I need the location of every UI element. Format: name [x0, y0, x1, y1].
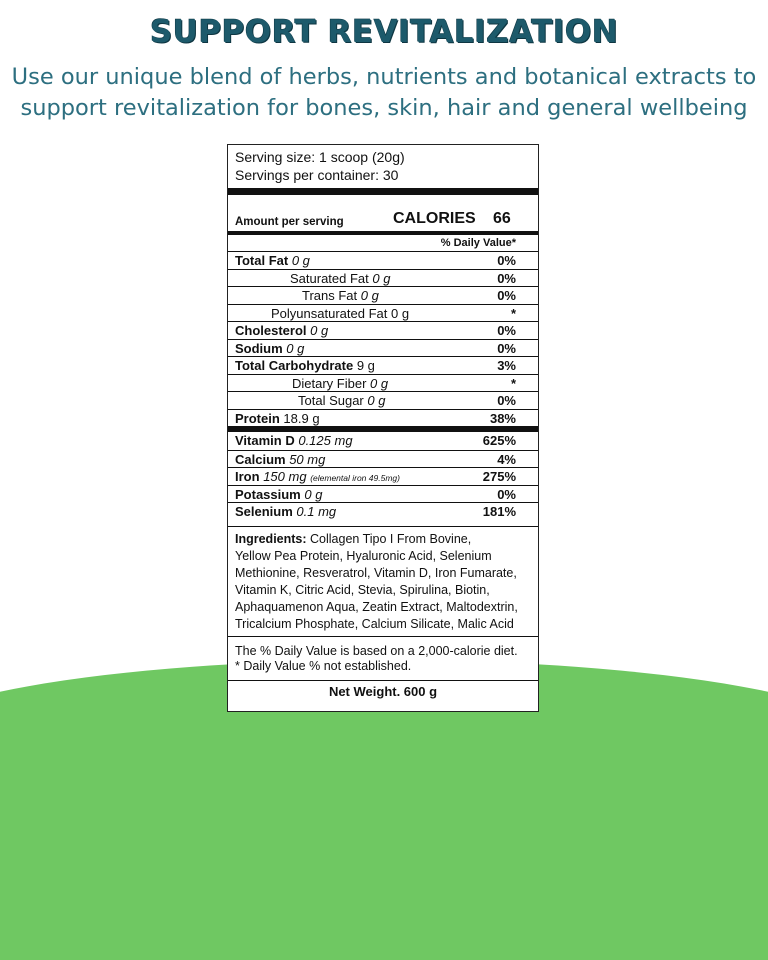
- nutrient-dv: 3%: [497, 358, 516, 373]
- nutrient-row-polyunsaturated-fat: [228, 304, 538, 322]
- nutrient-amount: 9 g: [356, 358, 375, 373]
- vitamin-row-calcium: [228, 450, 538, 468]
- nutrient-name: Protein: [235, 410, 280, 426]
- nutrient-amount: 0 g: [367, 393, 386, 408]
- nutrient-name: Dietary Fiber: [292, 375, 367, 391]
- nutrient-dv: 0%: [497, 253, 516, 268]
- vitamin-amount: 0.1 mg: [296, 504, 337, 519]
- subtitle-line-1: Use our unique blend of herbs, nutrients and botanical extracts to: [11, 64, 757, 90]
- nutrient-dv: 0%: [497, 323, 516, 338]
- nutrient-row-total-sugar: [228, 391, 538, 409]
- vitamin-amount: 50 mg: [289, 451, 326, 467]
- ingredients-line: Vitamin K, Citric Acid, Stevia, Spirulina, Biotin,: [235, 582, 490, 597]
- nutrient-name: Polyunsaturated Fat: [271, 305, 388, 321]
- calories-label: CALORIES: [393, 210, 476, 227]
- vitamin-row-vitamin-d: [228, 432, 538, 450]
- nutrient-row-dietary-fiber: [228, 374, 538, 392]
- vitamin-dv: 0%: [497, 486, 516, 502]
- page-subtitle: [0, 62, 768, 124]
- vitamin-name: Iron: [235, 469, 260, 484]
- nutrient-row-total-carbohydrate: [228, 356, 538, 374]
- nutrient-name: Total Fat: [235, 253, 289, 268]
- ingredients-line: Yellow Pea Protein, Hyaluronic Acid, Selenium: [235, 548, 492, 563]
- ingredients-label: Ingredients:: [235, 531, 307, 546]
- vitamin-dv: 181%: [482, 504, 516, 519]
- nutrient-name: Trans Fat: [302, 288, 358, 303]
- vitamin-name: Vitamin D: [235, 433, 295, 448]
- nutrient-name: Total Sugar: [298, 393, 364, 408]
- ingredients-line: Tricalcium Phosphate, Calcium Silicate, Malic Acid: [235, 616, 514, 631]
- nutrient-amount: 0 g: [286, 340, 305, 356]
- footnote-daily-value: The % Daily Value is based on a 2,000-calorie diet.: [235, 643, 518, 658]
- ingredients-line: Aphaquamenon Aqua, Zeatin Extract, Maltodextrin,: [235, 599, 518, 614]
- vitamin-name: Potassium: [235, 486, 301, 502]
- nutrient-amount: 18.9 g: [283, 410, 320, 426]
- amount-per-serving: Amount per serving: [235, 216, 344, 228]
- nutrient-dv: 38%: [489, 410, 516, 426]
- nutrient-amount: 0 g: [291, 253, 310, 268]
- vitamin-dv: 4%: [497, 451, 516, 467]
- ingredients-line: Methionine, Resveratrol, Vitamin D, Iron Fumarate,: [235, 565, 517, 580]
- nutrient-row-trans-fat: [228, 286, 538, 304]
- vitamin-dv: 275%: [482, 469, 516, 484]
- nutrient-row-sodium: [228, 339, 538, 357]
- vitamin-amount: 0 g: [304, 486, 323, 502]
- net-weight: Net Weight. 600 g: [228, 680, 538, 702]
- nutrient-row-protein: [228, 409, 538, 427]
- nutrient-amount: 0 g: [372, 270, 391, 286]
- vitamin-name: Selenium: [235, 504, 293, 519]
- nutrient-dv: *: [510, 375, 516, 391]
- nutrient-name: Sodium: [235, 340, 283, 356]
- nutrient-name: Total Carbohydrate: [235, 358, 354, 373]
- vitamin-amount: 150 mg: [263, 469, 307, 484]
- vitamin-amount: 0.125 mg: [298, 433, 353, 448]
- subtitle-line-2: support revitalization for bones, skin, hair and general wellbeing: [20, 95, 748, 121]
- nutrition-facts-label: [227, 144, 539, 712]
- nutrient-dv: *: [510, 305, 516, 321]
- ingredients-line: Collagen Tipo I From Bovine,: [306, 531, 472, 546]
- vitamin-dv: 625%: [482, 433, 516, 448]
- ingredients-section: [228, 526, 538, 636]
- vitamin-note: (elemental iron 49.5mg): [310, 473, 400, 483]
- nutrient-amount: 0 g: [370, 375, 389, 391]
- footnote-section: [228, 636, 538, 680]
- calories-value: 66: [493, 210, 511, 227]
- daily-value-header: % Daily Value*: [228, 231, 538, 251]
- nutrient-row-saturated-fat: [228, 269, 538, 287]
- nutrient-amount: 0 g: [310, 323, 329, 338]
- nutrient-dv: 0%: [497, 270, 516, 286]
- nutrient-dv: 0%: [497, 340, 516, 356]
- page-title: SUPPORT REVITALIZATION: [149, 14, 619, 50]
- nutrient-dv: 0%: [497, 288, 516, 303]
- serving-info: [228, 145, 538, 184]
- vitamin-row-iron: [228, 467, 538, 485]
- servings-per-container: Servings per container: 30: [235, 167, 399, 183]
- divider-thick: [228, 188, 538, 195]
- nutrient-amount: 0 g: [390, 305, 410, 321]
- nutrient-amount: 0 g: [360, 288, 379, 303]
- vitamin-row-potassium: [228, 485, 538, 503]
- footnote-not-established: * Daily Value % not established.: [235, 658, 412, 673]
- serving-size: Serving size: 1 scoop (20g): [235, 149, 405, 165]
- nutrient-row-cholesterol: [228, 321, 538, 339]
- nutrient-dv: 0%: [497, 393, 516, 408]
- nutrient-name: Saturated Fat: [290, 270, 369, 286]
- calories-row: [228, 195, 538, 231]
- vitamin-name: Calcium: [235, 451, 286, 467]
- nutrient-name: Cholesterol: [235, 323, 307, 338]
- nutrient-row-total-fat: [228, 251, 538, 269]
- vitamin-row-selenium: [228, 502, 538, 520]
